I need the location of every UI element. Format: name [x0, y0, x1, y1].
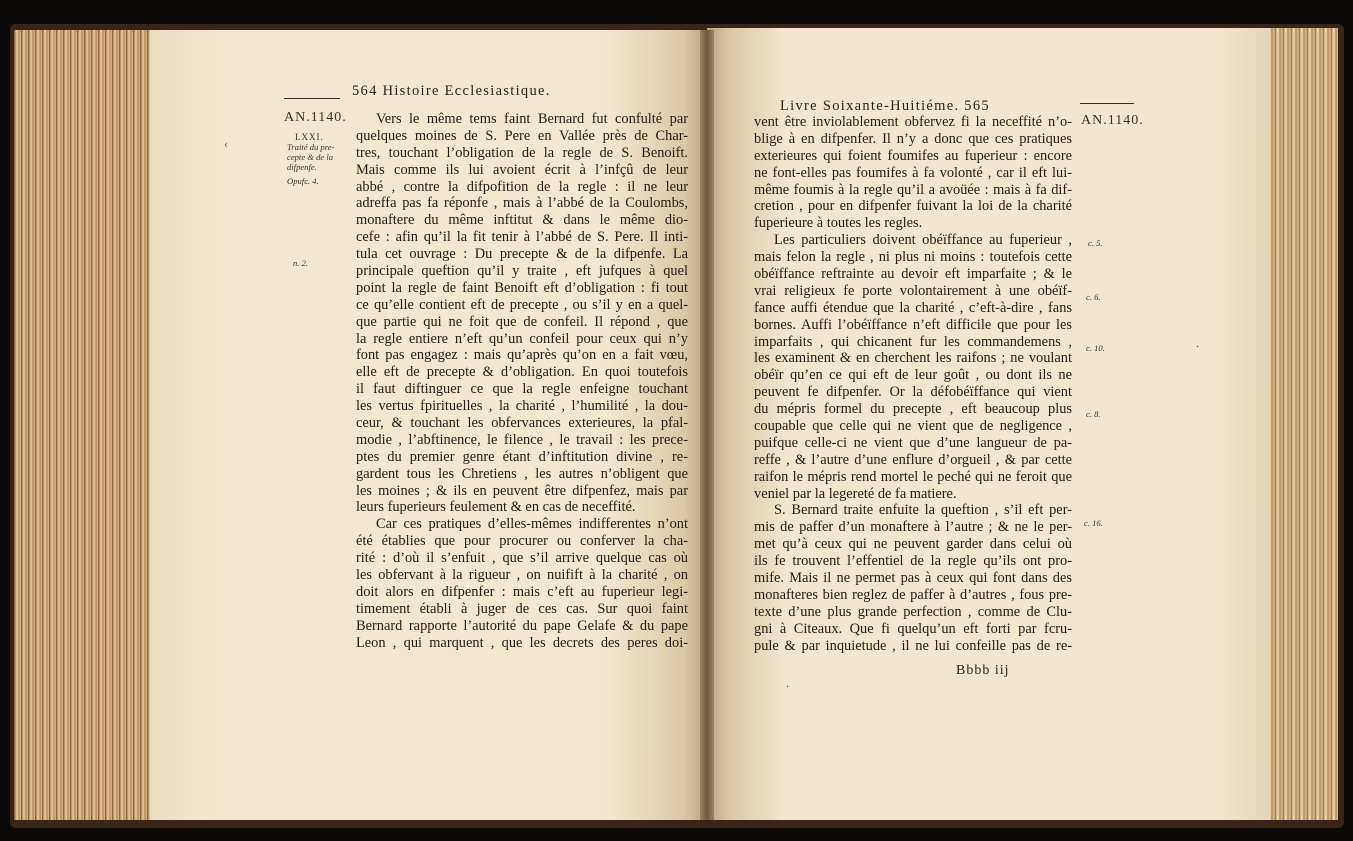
text-line: vent être inviolablement obfervez fi la neceffité n’o-: [754, 114, 1072, 130]
left-running-head: 564 Histoire Ecclesiastique.: [352, 83, 551, 99]
text-line: Leon , qui marquent , que les decrets des peres doi-: [356, 634, 688, 651]
margin-title-line-2: cepte & de la: [287, 152, 334, 162]
text-line: cefe : afin qu’il la fit tenir à l’abbé de S. Pere. Il inti-: [356, 229, 688, 246]
text-line: exterieures qui foient foumifes au fuperieur : encore: [754, 147, 1072, 164]
text-line: leurs fuperieurs feulement & en cas de neceffité.: [356, 499, 636, 516]
text-line: quelques moines de S. Pere en Vallée près de Char-: [356, 127, 688, 144]
text-line: blige à en difpenfer. Il n’y a donc que ces pratiques: [754, 130, 1072, 147]
margin-ref-c16: c. 16.: [1084, 518, 1103, 528]
text-line: adreffa pas fa réponfe , mais à l’abbé de la Coulombs,: [356, 195, 688, 212]
text-line: point la regle de faint Benoift eft d’obligation : fi tout: [356, 279, 688, 296]
left-body-text: [356, 111, 688, 652]
page-speck: ·: [786, 682, 790, 693]
margin-reference-2: n. 2.: [293, 258, 309, 268]
text-line: S. Bernard traite enfuite la queftion , s’il eft per-: [774, 502, 1072, 519]
text-line: vrai religieux fe porte volontairement à une obéïf-: [754, 282, 1072, 299]
book-gutter: [700, 30, 714, 820]
text-line: même foumis à la regle qu’il a avoüée : mais à fa dif-: [754, 181, 1072, 198]
text-line: fance auffi étendue que la charité , c’eft-à-dire , fans: [754, 299, 1072, 316]
margin-reference: Opufc. 4.: [287, 176, 319, 186]
right-running-head: Livre Soixante-Huitiéme. 565: [780, 98, 990, 114]
page-edges-right: [1268, 28, 1338, 820]
text-line: pule & par inquietude , il ne lui confeille pas de re-: [754, 637, 1072, 654]
text-line: cretion , pour en difpenfer fuivant la loi de la charité: [754, 198, 1072, 215]
left-margin-year: AN.1140.: [284, 110, 347, 125]
text-line: obéïr qu’en ce qui eft de leur goût , ou dont ils ne: [754, 367, 1072, 384]
right-margin-rule: [1080, 103, 1134, 104]
text-line: modie , l’abftinence, le filence , le travail : les prece-: [356, 431, 688, 448]
text-line: gni à Citeaux. Que fi quelqu’un eft forti par fcru-: [754, 620, 1072, 637]
text-line: peuvent fe difpenfer. Or la défobéïffance qui vient: [754, 384, 1072, 401]
text-line: la regle entiere n’eft qu’un confeil pour ceux qui n’y: [356, 330, 688, 347]
margin-ref-c10: c. 10.: [1086, 343, 1105, 353]
text-line: tres, touchant l’obligation de la regle de S. Benoift.: [356, 144, 688, 161]
text-line: fuperieure à toutes les regles.: [754, 215, 923, 232]
text-line: Vers le même tems faint Bernard fut confulté par: [376, 111, 688, 127]
right-margin-year: AN.1140.: [1081, 113, 1144, 128]
text-line: les examinent & en cherchent les raifons ; ne voulant: [754, 350, 1072, 367]
text-line: Les particuliers doivent obéïffance au fuperieur ,: [774, 232, 1072, 249]
text-line: abbé , contre la difpofition de la regle : il ne leur: [356, 178, 688, 195]
text-line: bornes. Auffi l’obéïffance n’eft difficile que pour les: [754, 316, 1072, 333]
text-line: principale queftion qu’il y traite , eft jufques à quel: [356, 263, 688, 280]
text-line: tula cet ouvrage : Du precepte & de la difpenfe. La: [356, 246, 688, 263]
text-line: puifque celle-ci ne vient que d’une langueur de pa-: [754, 434, 1072, 451]
text-line: Mais comme ils lui avoient écrit à l’infçû de leur: [356, 161, 688, 178]
text-line: mife. Mais il ne permet pas à ceux qui font dans des: [754, 570, 1072, 587]
margin-ref-c6: c. 6.: [1086, 292, 1101, 302]
page-edges-left: [14, 30, 150, 820]
text-line: ce qu’elle contient eft de precepte , ou s’il y en a quel-: [356, 296, 688, 313]
text-line: les obfervant à la rigueur , on nuifift à la charité , on: [356, 567, 688, 584]
text-line: imparfaits , qui chicanent fur les commandemens ,: [754, 333, 1072, 350]
text-line: reffe , & l’autre d’une enflure d’orgueil , & par cette: [754, 451, 1072, 468]
text-line: du mépris formel du precepte , eft beaucoup plus: [754, 401, 1072, 418]
page-speck: ·: [1196, 342, 1200, 353]
page-speck: ‹: [224, 140, 228, 151]
right-body-text: [754, 114, 1072, 655]
text-line: rité : d’où il s’enfuit , que s’il arrive quelque cas où: [356, 550, 688, 567]
text-line: doit alors en difpenfer : mais c’eft au fuperieur legi-: [356, 583, 688, 600]
text-line: timement établi à juger de ces cas. Sur quoi faint: [356, 600, 688, 617]
text-line: ceur, & touchant les obfervances exterieures, la pfal-: [356, 415, 688, 432]
text-line: obéïffance reftrainte au devoir eft imparfaite ; & le: [754, 266, 1072, 283]
text-line: monafteres bien reglez de paffer à d’autres , fous pre-: [754, 586, 1072, 603]
text-line: monaftere du même inftitut & dans le même dio-: [356, 212, 688, 229]
signature-mark: Bbbb iij: [956, 663, 1010, 678]
left-margin-rule: [284, 98, 340, 99]
text-line: raifon le mépris rend mortel le peché qui ne feroit que: [754, 468, 1072, 485]
text-line: veniel par la legereté de fa matiere.: [754, 485, 957, 502]
text-line: texte d’une plus grande perfection , comme de Clu-: [754, 603, 1072, 620]
text-line: coupable que celle qui ne vient que de negligence ,: [754, 418, 1072, 435]
text-line: Car ces pratiques d’elles-mêmes indifferentes n’ont: [376, 516, 688, 533]
text-line: été établies que pour procurer ou conferver la cha-: [356, 533, 688, 550]
margin-section-number: LXXI.: [295, 132, 324, 142]
margin-ref-c5: c. 5.: [1088, 238, 1103, 248]
text-line: les moines ; & ils en peuvent être difpenfez, mais par: [356, 482, 688, 499]
text-line: mais felon la regle , ni plus ni moins : toutefois cette: [754, 249, 1072, 266]
text-line: ptes du premier genre étant d’inftitution divine , re-: [356, 448, 688, 465]
margin-title-line-3: difpenfe.: [287, 162, 317, 172]
text-line: il faut diftinguer ce que la regle enfeigne touchant: [356, 381, 688, 398]
text-line: gardent tous les Chretiens , les autres n’obligent que: [356, 465, 688, 482]
margin-ref-c8: c. 8.: [1086, 409, 1101, 419]
text-line: que partie qui ne foit que de confeil. Il répond , que: [356, 313, 688, 330]
text-line: Bernard rapporte l’autorité du pape Gelafe & du pape: [356, 617, 688, 634]
text-line: elle eft de precepte & d’obligation. En quoi toutefois: [356, 364, 688, 381]
text-line: ne font-elles pas foumifes à fa volonté , car il eft lui-: [754, 164, 1072, 181]
text-line: mis de paffer d’un monaftere à l’autre ; & ne le per-: [754, 519, 1072, 536]
text-line: les vertus fpirituelles , la charité , l’humilité , la dou-: [356, 398, 688, 415]
margin-title-line-1: Traité du pre-: [287, 142, 335, 152]
text-line: met qu’à ceux qui ne peuvent garder dans celui où: [754, 536, 1072, 553]
text-line: font pas engagez : mais qu’après qu’on en a fait vœu,: [356, 347, 688, 364]
text-line: ils fe trouvent l’effentiel de la regle qu’ils ont pro-: [754, 553, 1072, 570]
